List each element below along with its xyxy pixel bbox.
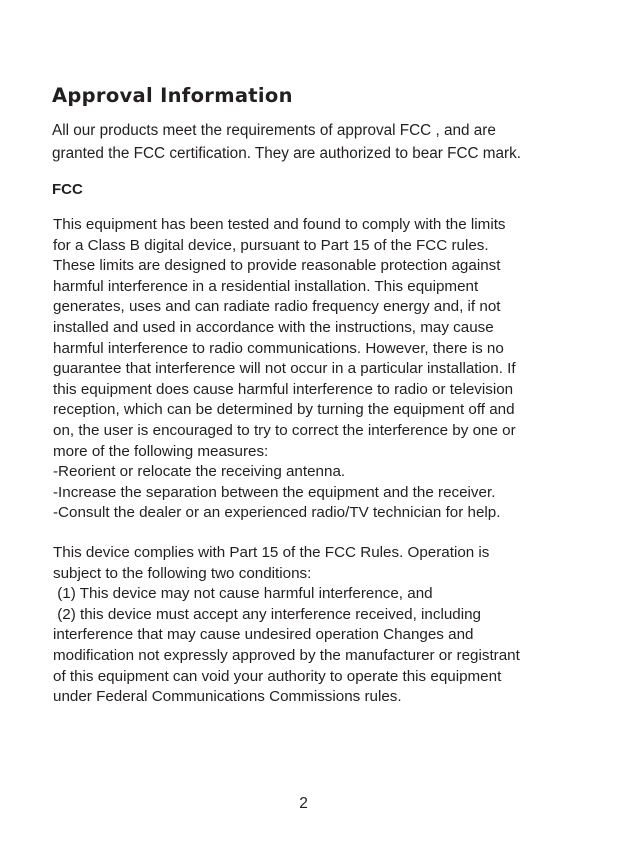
text-line: under Federal Communications Commissions rules.: [53, 688, 402, 706]
page-title: Approval Information: [52, 84, 293, 107]
condition-item: (2) this device must accept any interference received, including: [53, 605, 481, 623]
fcc-compliance-paragraph: [53, 215, 593, 524]
text-line: for a Class B digital device, pursuant to Part 15 of the FCC rules.: [53, 236, 489, 254]
text-line: this equipment does cause harmful interference to radio or television: [53, 380, 514, 398]
intro-line: All our products meet the requirements of approval FCC , and are: [52, 122, 496, 139]
text-line: harmful interference to radio communications. However, there is no: [53, 339, 504, 357]
text-line: These limits are designed to provide reasonable protection against: [53, 257, 501, 275]
text-line: of this equipment can void your authority to operate this equipment: [53, 667, 502, 685]
measure-item: -Reorient or relocate the receiving antenna.: [53, 463, 346, 481]
text-line: interference that may cause undesired operation Changes and: [53, 626, 474, 644]
part15-conditions-paragraph: [53, 543, 593, 708]
measure-item: -Increase the separation between the equipment and the receiver.: [53, 483, 496, 501]
text-line: reception, which can be determined by turning the equipment off and: [53, 401, 515, 419]
intro-paragraph: [52, 119, 592, 165]
measure-item: -Consult the dealer or an experienced radio/TV technician for help.: [53, 504, 501, 522]
text-line: This device complies with Part 15 of the FCC Rules. Operation is: [53, 544, 490, 561]
text-line: generates, uses and can radiate radio frequency energy and, if not: [53, 298, 501, 316]
text-line: This equipment has been tested and found to comply with the limits: [53, 216, 506, 233]
text-line: installed and used in accordance with the instructions, may cause: [53, 318, 494, 336]
condition-item: (1) This device may not cause harmful interference, and: [53, 585, 433, 603]
text-line: on, the user is encouraged to try to correct the interference by one or: [53, 421, 516, 439]
text-line: modification not expressly approved by the manufacturer or registrant: [53, 646, 520, 664]
text-line: subject to the following two conditions:: [53, 564, 312, 582]
text-line: more of the following measures:: [53, 442, 269, 460]
text-line: harmful interference in a residential installation. This equipment: [53, 277, 479, 295]
intro-line: granted the FCC certification. They are authorized to bear FCC mark.: [52, 145, 522, 162]
page-number: 2: [299, 795, 308, 812]
fcc-heading: FCC: [52, 181, 83, 198]
text-line: guarantee that interference will not occur in a particular installation. If: [53, 360, 516, 378]
